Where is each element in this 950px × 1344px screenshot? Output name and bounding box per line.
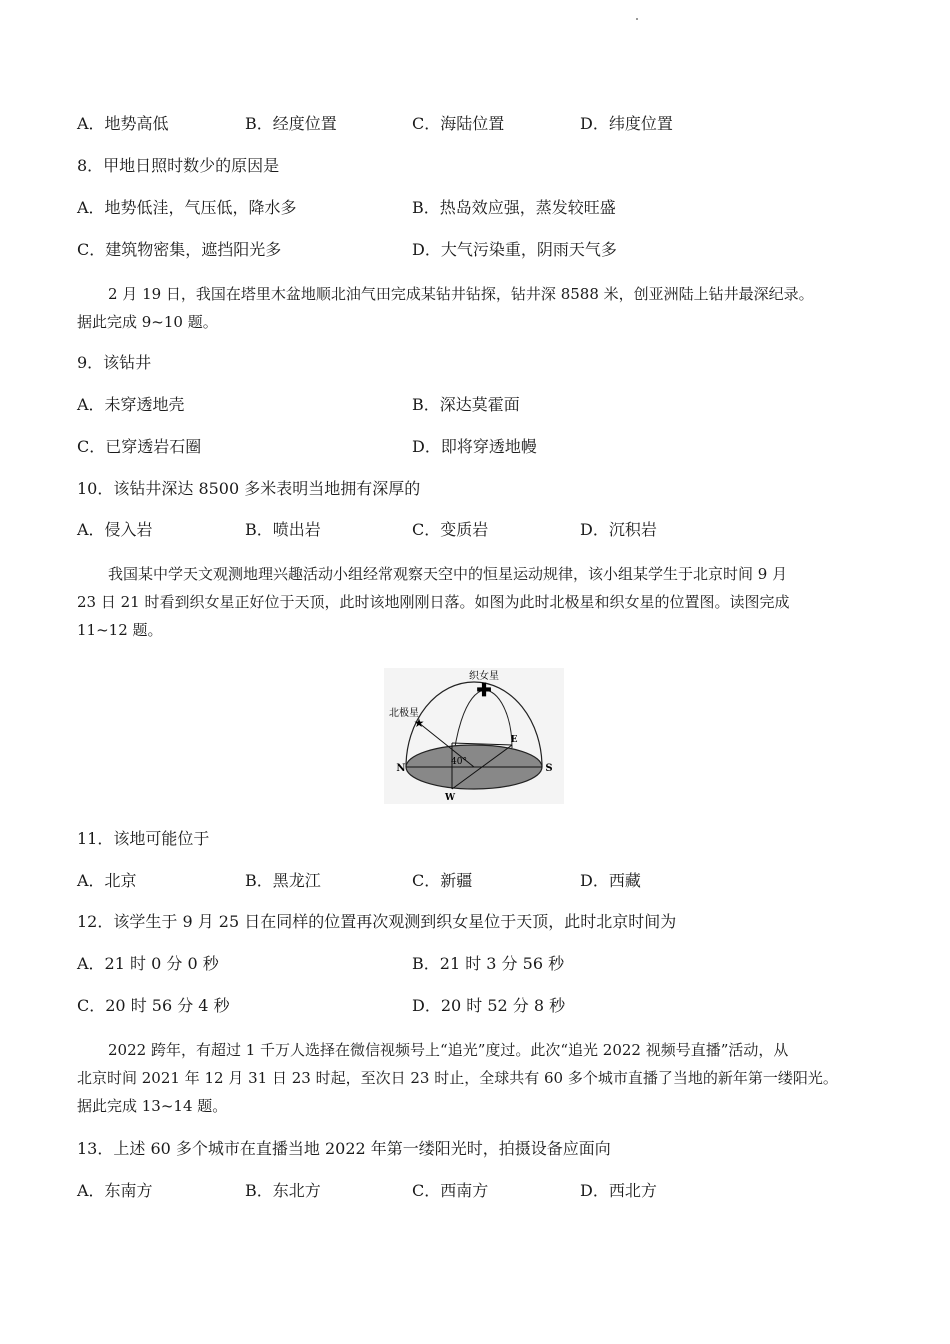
q11-option-b[interactable]: B．黑龙江 xyxy=(245,871,321,890)
passage-new-year-sunlight xyxy=(77,1036,877,1120)
q10-option-b[interactable]: B．喷出岩 xyxy=(245,520,321,539)
q10-stem: 10．该钻井深达 8500 多米表明当地拥有深厚的 xyxy=(77,479,421,498)
page-speck xyxy=(636,18,638,20)
q9-stem: 9．该钻井 xyxy=(77,353,152,372)
q13-option-d[interactable]: D．西北方 xyxy=(580,1181,657,1200)
passage-line: 11~12 题。 xyxy=(77,621,163,639)
q10-option-a[interactable]: A．侵入岩 xyxy=(77,520,153,539)
q11-option-d[interactable]: D．西藏 xyxy=(580,871,641,890)
q12-stem: 12．该学生于 9 月 25 日在同样的位置再次观测到织女星位于天顶，此时北京时间为 xyxy=(77,912,677,931)
q9-option-b[interactable]: B．深达莫霍面 xyxy=(412,395,520,414)
q7-option-a[interactable]: A．地势高低 xyxy=(77,114,169,133)
south-label: S xyxy=(545,763,553,774)
q9-option-a[interactable]: A．未穿透地壳 xyxy=(77,395,185,414)
polaris-star-icon: ★ xyxy=(413,716,425,730)
q11-option-a[interactable]: A．北京 xyxy=(77,871,137,890)
q13-option-b[interactable]: B．东北方 xyxy=(245,1181,321,1200)
q7-option-c[interactable]: C．海陆位置 xyxy=(412,114,505,133)
q12-option-d[interactable]: D．20 时 52 分 8 秒 xyxy=(412,996,566,1015)
q13-option-c[interactable]: C．西南方 xyxy=(412,1181,489,1200)
q7-option-b[interactable]: B．经度位置 xyxy=(245,114,337,133)
q13-options xyxy=(77,1179,877,1203)
q8-options-row1 xyxy=(77,196,877,220)
q8-options-row2 xyxy=(77,238,877,262)
q13-stem: 13．上述 60 多个城市在直播当地 2022 年第一缕阳光时，拍摄设备应面向 xyxy=(77,1139,611,1158)
q9-option-c[interactable]: C．已穿透岩石圈 xyxy=(77,437,202,456)
q9-options-row1 xyxy=(77,393,877,417)
east-label: E xyxy=(510,735,518,745)
q11-stem: 11．该地可能位于 xyxy=(77,829,210,848)
q10-option-d[interactable]: D．沉积岩 xyxy=(580,520,657,539)
passage-astronomy xyxy=(77,560,877,644)
q12-option-c[interactable]: C．20 时 56 分 4 秒 xyxy=(77,996,230,1015)
passage-line: 据此完成 9~10 题。 xyxy=(77,313,218,331)
passage-line: 23 日 21 时看到织女星正好位于天顶，此时该地刚刚日落。如图为此时北极星和织女星的位置图。读图完成 xyxy=(77,593,790,611)
polaris-label: 北极星 xyxy=(389,708,419,719)
q11-option-c[interactable]: C．新疆 xyxy=(412,871,473,890)
q9-options-row2 xyxy=(77,435,877,459)
q7-option-d[interactable]: D．纬度位置 xyxy=(580,114,673,133)
q8-stem: 8．甲地日照时数少的原因是 xyxy=(77,156,280,175)
q8-option-a[interactable]: A．地势低洼，气压低，降水多 xyxy=(77,198,297,217)
passage-drilling xyxy=(77,280,877,336)
q13-option-a[interactable]: A．东南方 xyxy=(77,1181,153,1200)
west-label: W xyxy=(444,793,456,803)
north-label: N xyxy=(396,763,406,774)
q10-option-c[interactable]: C．变质岩 xyxy=(412,520,489,539)
q12-options-row1 xyxy=(77,952,877,976)
q12-option-b[interactable]: B．21 时 3 分 56 秒 xyxy=(412,954,565,973)
q8-option-b[interactable]: B．热岛效应强，蒸发较旺盛 xyxy=(412,198,616,217)
passage-line: 我国某中学天文观测地理兴趣活动小组经常观察天空中的恒星运动规律，该小组某学生于北京时间 9 月 xyxy=(108,565,788,583)
q8-option-d[interactable]: D．大气污染重，阴雨天气多 xyxy=(412,240,617,259)
q10-options xyxy=(77,518,877,542)
q12-option-a[interactable]: A．21 时 0 分 0 秒 xyxy=(77,954,219,973)
vega-star-icon: ✚ xyxy=(476,680,492,701)
vega-label: 织女星 xyxy=(469,671,499,682)
q9-option-d[interactable]: D．即将穿透地幔 xyxy=(412,437,537,456)
celestial-sphere-diagram xyxy=(384,668,564,804)
q12-options-row2 xyxy=(77,994,877,1018)
passage-line: 据此完成 13~14 题。 xyxy=(77,1097,228,1115)
q7-options xyxy=(77,112,877,136)
q8-option-c[interactable]: C．建筑物密集，遮挡阳光多 xyxy=(77,240,282,259)
q11-options xyxy=(77,869,877,893)
passage-line: 2022 跨年，有超过 1 千万人选择在微信视频号上“追光”度过。此次“追光 2022 视频号直播”活动，从 xyxy=(108,1041,789,1059)
passage-line: 北京时间 2021 年 12 月 31 日 23 时起，至次日 23 时止，全球共有 60 多个城市直播了当地的新年第一缕阳光。 xyxy=(77,1069,838,1087)
passage-line: 2 月 19 日，我国在塔里木盆地顺北油气田完成某钻井钻探，钻井深 8588 米，创亚洲陆上钻井最深纪录。 xyxy=(108,285,814,303)
angle-label: 40° xyxy=(451,757,467,767)
